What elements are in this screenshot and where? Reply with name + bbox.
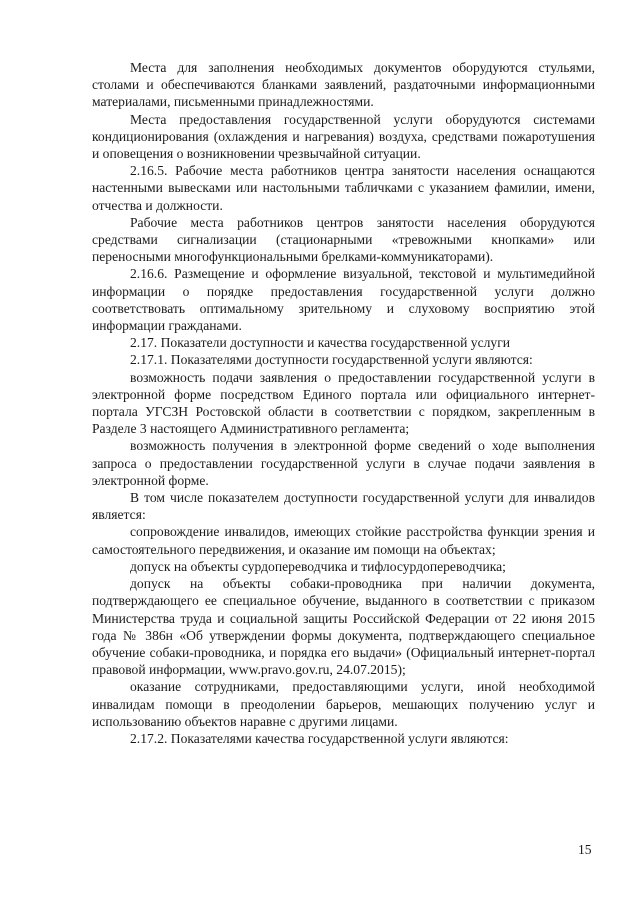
list-item-staff-assistance: оказание сотрудниками, предоставляющими услуги, иной необходимой инвалидам помощи в преодолении барьеров, мешающих получению услуг и использованию объектов наравне с другими лицами.	[92, 679, 595, 729]
paragraph-disabled-accessibility: В том числе показателем доступности государственной услуги для инвалидов является:	[92, 490, 595, 523]
list-item-escort: сопровождение инвалидов, имеющих стойкие расстройства функции зрения и самостоятельного передвижения, и оказание им помощи на объектах;	[92, 524, 595, 557]
paragraph-alarm-equipment: Рабочие места работников центров занятости населения оборудуются средствами сигнализации (стационарными «тревожными кнопками» или переносными многофункциональными брелками-коммуникаторами).	[92, 214, 595, 265]
list-item-guide-dog: допуск на объекты собаки-проводника при наличии документа, подтверждающего ее специальное обучение, выданного в соответствии с приказом Министерства труда и социальной защиты Российской Федерации от 22 июня 2015 года № 386н «Об утверждении формы документа, подтверждающего специальное обучение собаки-проводника, и порядка его выдачи» (Официальный интернет-портал правовой информации, www.pravo.gov.ru, 24.07.2015);	[92, 576, 595, 678]
document-body	[92, 59, 595, 747]
paragraph-2-17-1: 2.17.1. Показателями доступности государственной услуги являются:	[130, 352, 533, 368]
page-number: 15	[578, 842, 592, 857]
section-heading-2-17: 2.17. Показатели доступности и качества государственной услуги	[130, 335, 511, 351]
paragraph-2-17-2: 2.17.2. Показателями качества государственной услуги являются:	[130, 730, 509, 746]
paragraph-service-places-equipment: Места предоставления государственной услуги оборудуются системами кондиционирования (охлаждения и нагревания) воздуха, средствами пожаротушения и оповещения о возникновении чрезвычайной ситуации.	[92, 111, 595, 162]
paragraph-2-16-5: 2.16.5. Рабочие места работников центра занятости населения оснащаются настенными вывесками или настольными табличками с указанием фамилии, имени, отчества и должности.	[92, 163, 595, 213]
list-item-electronic-submission: возможность подачи заявления о предоставлении государственной услуги в электронной форме посредством Единого портала или официального интернет-портала УГСЗН Ростовской области в соответствии с порядком, закрепленным в Разделе 3 настоящего Административного регламента;	[92, 369, 595, 437]
list-item-electronic-status: возможность получения в электронной форме сведений о ходе выполнения запроса о предоставлении государственной услуги в случае подачи заявления в электронной форме.	[92, 438, 595, 488]
paragraph-2-16-6: 2.16.6. Размещение и оформление визуальной, текстовой и мультимедийной информации о порядке предоставления государственной услуги должно соответствовать оптимальному зрительному и слуховому восприятию этой информации гражданами.	[92, 266, 595, 334]
paragraph-workplaces-forms: Места для заполнения необходимых документов оборудуются стульями, столами и обеспечиваются бланками заявлений, раздаточными информационными материалами, письменными принадлежностями.	[92, 60, 595, 110]
list-item-sign-interpreter: допуск на объекты сурдопереводчика и тифлосурдопереводчика;	[130, 558, 506, 574]
